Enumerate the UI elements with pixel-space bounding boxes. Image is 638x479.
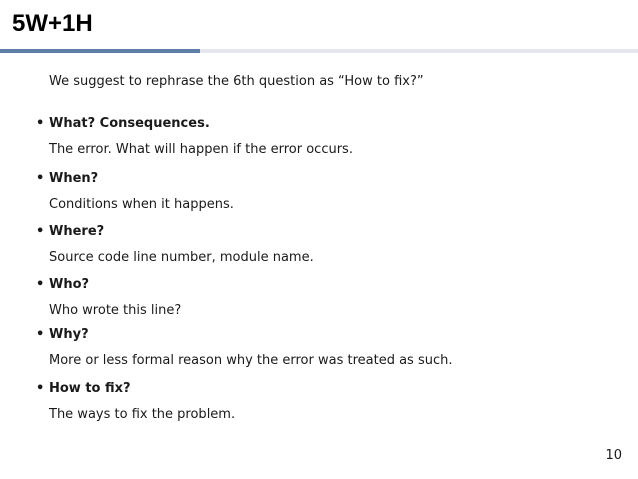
title-underline [0,49,638,53]
item-heading: When? [49,171,99,186]
item-heading: Why? [49,327,89,342]
list-item-where [36,222,596,268]
bullet-icon: • [36,277,45,292]
item-heading: Where? [49,224,105,239]
slide-title: 5W+1H [12,10,93,37]
bullet-icon: • [36,171,45,186]
item-heading: Who? [49,277,90,292]
bullet-icon: • [36,381,45,396]
list-item-why [36,325,596,371]
intro-text: We suggest to rephrase the 6th question as “How to fix?” [49,74,424,89]
item-heading: How to fix? [49,381,131,396]
item-heading: What? Consequences. [49,116,210,131]
bullet-icon: • [36,116,45,131]
item-description: More or less formal reason why the error was treated as such. [49,353,453,368]
item-description: Who wrote this line? [49,303,182,318]
item-description: The error. What will happen if the error occurs. [49,142,353,157]
list-item-when [36,169,596,215]
list-item-what [36,114,596,160]
item-description: Conditions when it happens. [49,197,234,212]
list-item-who [36,275,596,321]
list-item-how-to-fix [36,379,596,425]
item-description: Source code line number, module name. [49,250,314,265]
page-number: 10 [605,448,622,463]
item-description: The ways to fix the problem. [49,407,236,422]
bullet-icon: • [36,327,45,342]
bullet-icon: • [36,224,45,239]
